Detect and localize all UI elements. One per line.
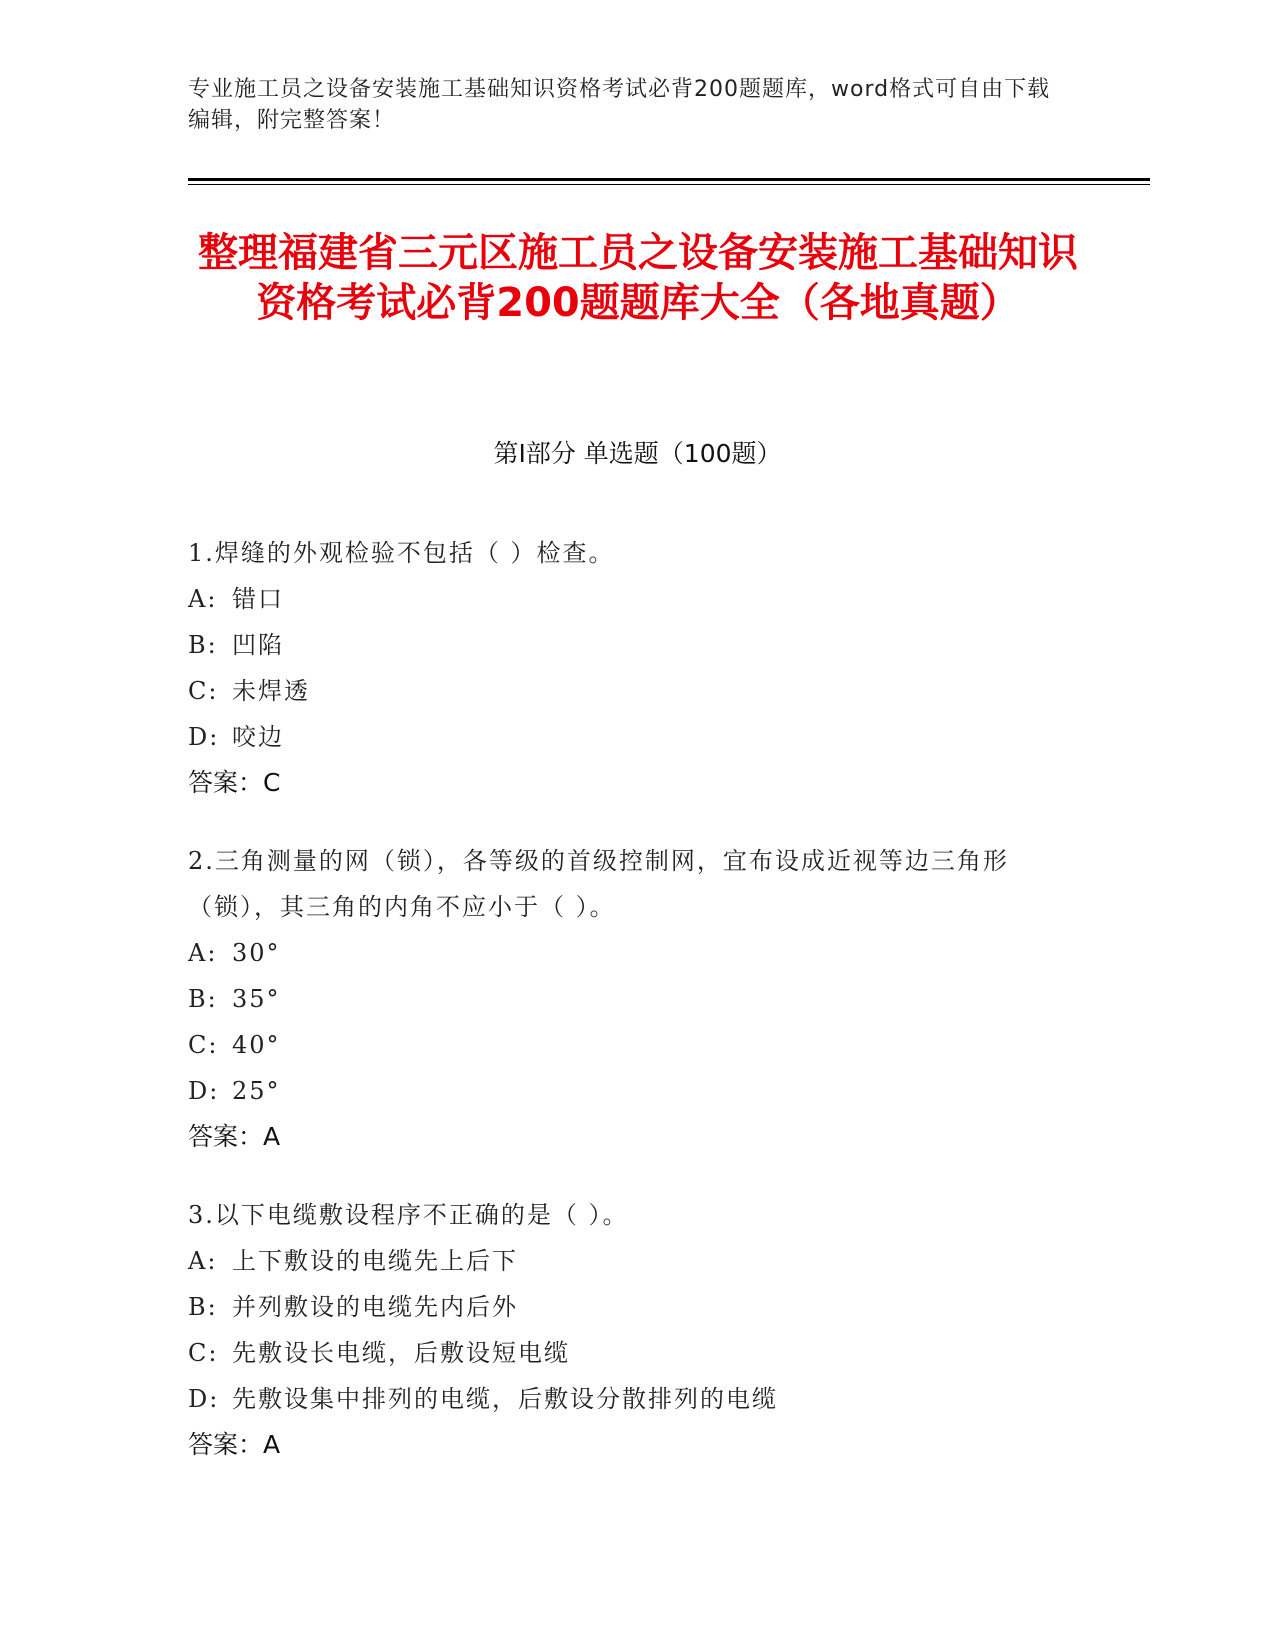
question-1 [188, 530, 1068, 806]
option-key: A: [188, 585, 218, 613]
option-text: 上下敷设的电缆先上后下 [232, 1247, 518, 1275]
option-text: 25° [232, 1077, 281, 1105]
option-d [188, 714, 1068, 760]
option-key: D: [188, 723, 220, 751]
option-key: B: [188, 631, 218, 659]
option-c [188, 668, 1068, 714]
option-key: C: [188, 1339, 219, 1367]
option-key: A: [188, 939, 218, 967]
question-2 [188, 838, 1068, 1160]
option-text: 凹陷 [232, 631, 284, 659]
option-text: 先敷设集中排列的电缆，后敷设分散排列的电缆 [232, 1385, 778, 1413]
question-text: 3.以下电缆敷设程序不正确的是（ ）。 [188, 1201, 629, 1229]
option-d [188, 1068, 1068, 1114]
question-text: 1.焊缝的外观检验不包括（ ）检查。 [188, 539, 615, 567]
option-key: C: [188, 1031, 219, 1059]
question-text: 2.三角测量的网（锁），各等级的首级控制网，宜布设成近视等边三角形（锁），其三角的内角不应小于（ ）。 [188, 847, 1009, 921]
option-text: 40° [232, 1031, 281, 1059]
question-3 [188, 1192, 1068, 1468]
option-b [188, 976, 1068, 1022]
option-key: B: [188, 1293, 218, 1321]
answer: 答案：C [188, 768, 281, 797]
option-text: 错口 [232, 585, 284, 613]
option-text: 35° [232, 985, 281, 1013]
question-list [188, 530, 1068, 1500]
answer: 答案：A [188, 1122, 281, 1151]
option-c [188, 1330, 1068, 1376]
answer: 答案：A [188, 1430, 281, 1459]
option-key: C: [188, 677, 219, 705]
option-key: D: [188, 1077, 220, 1105]
option-c [188, 1022, 1068, 1068]
option-text: 并列敷设的电缆先内后外 [232, 1293, 518, 1321]
option-key: D: [188, 1385, 220, 1413]
option-a [188, 576, 1068, 622]
option-text: 30° [232, 939, 281, 967]
option-a [188, 930, 1068, 976]
document-title: 整理福建省三元区施工员之设备安装施工基础知识资格考试必背200题题库大全（各地真题） [198, 230, 1078, 326]
header-rule-thick [188, 178, 1150, 181]
option-text: 先敷设长电缆，后敷设短电缆 [232, 1339, 570, 1367]
option-b [188, 622, 1068, 668]
option-key: B: [188, 985, 218, 1013]
header-rule-thin [188, 184, 1150, 185]
option-text: 咬边 [232, 723, 284, 751]
option-a [188, 1238, 1068, 1284]
option-text: 未焊透 [232, 677, 310, 705]
section-title: 第Ⅰ部分 单选题（100题） [493, 439, 782, 468]
option-b [188, 1284, 1068, 1330]
header-note: 专业施工员之设备安装施工基础知识资格考试必背200题题库，word格式可自由下载编辑，附完整答案！ [188, 77, 1051, 133]
option-d [188, 1376, 1068, 1422]
option-key: A: [188, 1247, 218, 1275]
